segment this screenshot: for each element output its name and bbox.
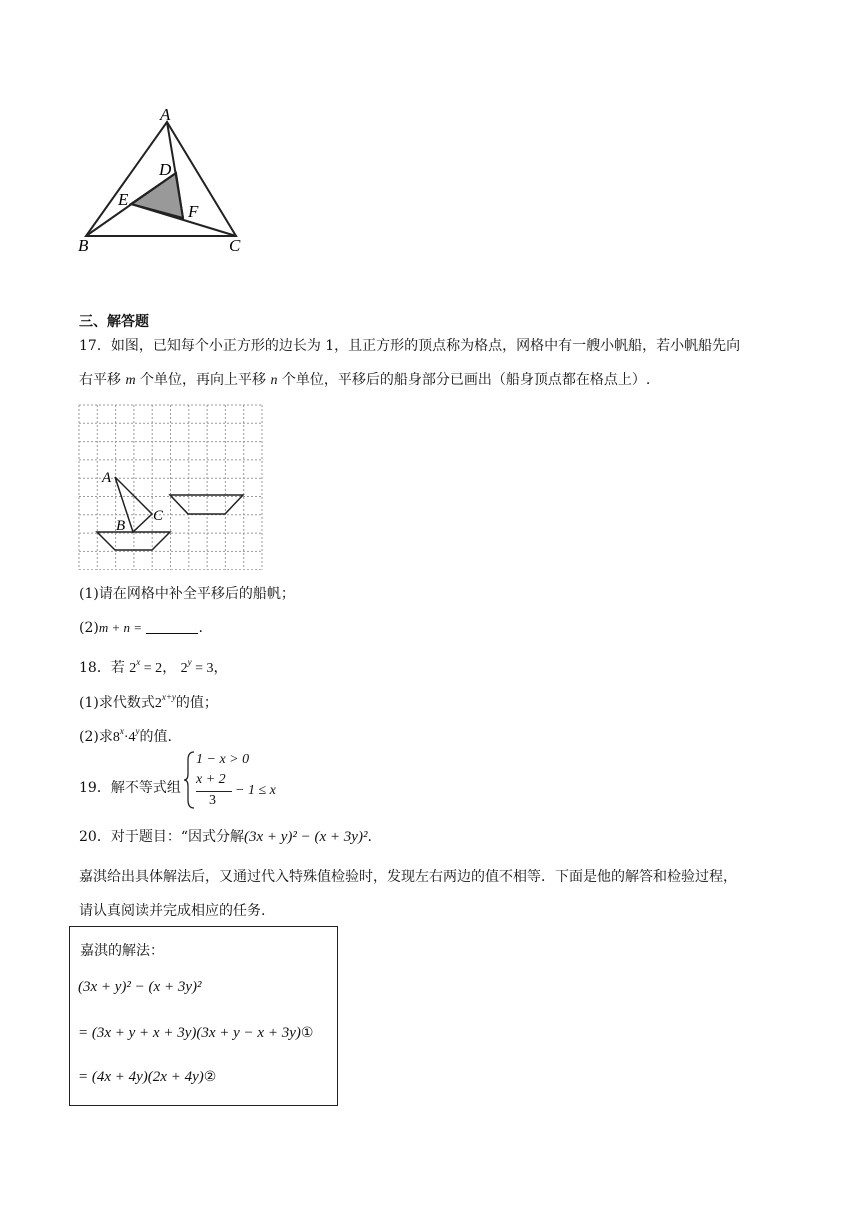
q20-line1-expr: (3x + y)² − (x + 3y)² bbox=[243, 829, 368, 845]
q17-part2 bbox=[79, 618, 203, 638]
solution-step1-expr: = (3x + y + x + 3y)(3x + y − x + 3y) bbox=[78, 1025, 301, 1041]
solution-step2 bbox=[78, 1069, 216, 1086]
q18-cond1-rhs: = 2 bbox=[140, 661, 163, 676]
solution-title: 嘉淇的解法： bbox=[80, 943, 164, 959]
q18-part1-b: 的值； bbox=[175, 695, 218, 711]
solution-step2-mark: ② bbox=[203, 1069, 217, 1085]
grid-lines bbox=[79, 405, 262, 570]
grid-figure bbox=[78, 404, 264, 570]
grid-label-c: C bbox=[153, 508, 164, 524]
q18-prefix: 18．若 bbox=[79, 660, 125, 676]
label-a: A bbox=[160, 105, 171, 124]
q18-part2-base1: 8 bbox=[112, 730, 120, 745]
solution-step0: (3x + y)² − (x + 3y)² bbox=[78, 979, 202, 995]
q18-end: ， bbox=[213, 660, 228, 676]
q20-line1 bbox=[79, 827, 372, 847]
solution-box bbox=[69, 926, 338, 1106]
q18-cond2-rhs: = 3 bbox=[191, 661, 214, 676]
q20-line3: 请认真阅读并完成相应的任务. bbox=[79, 903, 266, 919]
triangle-abc bbox=[86, 122, 236, 236]
label-c: C bbox=[229, 236, 241, 255]
q17-part2-expr: m + n = bbox=[98, 620, 143, 635]
q17-line2-c: 个单位，平移后的船身部分已画出（船身顶点都在格点上）. bbox=[277, 372, 651, 388]
q18-sep: ， bbox=[162, 660, 177, 676]
q18-part2-a: (2)求 bbox=[79, 729, 113, 745]
q18-cond2-base: 2 bbox=[180, 661, 188, 676]
q17-line2 bbox=[79, 370, 650, 391]
q17-part1: (1)请在网格中补全平移后的船帆； bbox=[79, 586, 295, 602]
q18-part1-exp: x+y bbox=[161, 692, 176, 702]
q17-part2-suffix: . bbox=[198, 620, 203, 636]
solution-step2-expr: = (4x + 4y)(2x + 4y) bbox=[78, 1069, 204, 1085]
boat-hull-translated bbox=[170, 495, 243, 514]
q18-cond2-exp: y bbox=[187, 657, 192, 667]
q20-line1-a: 20．对于题目：“因式分解 bbox=[79, 829, 244, 845]
q19-frac-den: 3 bbox=[209, 793, 216, 808]
q19-ineq2-rest: − 1 ≤ x bbox=[235, 783, 276, 798]
label-d: D bbox=[159, 160, 172, 179]
label-f: F bbox=[188, 202, 199, 221]
grid-label-a: A bbox=[102, 470, 112, 486]
solution-step1-mark: ① bbox=[300, 1025, 314, 1041]
q17-var-m: m bbox=[125, 373, 136, 388]
q19-frac-bar bbox=[196, 791, 232, 792]
q19-ineq1: 1 − x > 0 bbox=[196, 752, 250, 767]
q18-part1-a: (1)求代数式 bbox=[79, 695, 155, 711]
solution-step1 bbox=[78, 1025, 313, 1042]
q18-part2 bbox=[79, 721, 172, 748]
q18-part2-b: 的值. bbox=[139, 729, 172, 745]
label-b: B bbox=[78, 236, 89, 255]
q18-line bbox=[79, 652, 228, 679]
q18-part2-base2: 4 bbox=[128, 730, 136, 745]
q18-part1 bbox=[79, 687, 218, 714]
triangle-figure bbox=[70, 105, 270, 265]
q17-var-n: n bbox=[270, 373, 278, 388]
q17-line2-a: 右平移 bbox=[79, 372, 126, 388]
label-e: E bbox=[118, 190, 129, 209]
section-title: 三、解答题 bbox=[79, 314, 149, 330]
q18-cond1-exp: x bbox=[136, 657, 141, 667]
q19-system-brace bbox=[183, 750, 197, 810]
q19-frac-num: x + 2 bbox=[196, 772, 226, 787]
q19-prefix: 19．解不等式组 bbox=[79, 780, 181, 796]
q18-part2-exp2: y bbox=[135, 726, 140, 736]
q17-line1: 17．如图，已知每个小正方形的边长为 1，且正方形的顶点称为格点，网格中有一艘小帆船，若小帆船先向 bbox=[79, 338, 741, 354]
q18-part2-dot: · bbox=[123, 730, 129, 745]
q17-part2-prefix: (2) bbox=[79, 620, 99, 636]
q20-line2: 嘉淇给出具体解法后，又通过代入特殊值检验时，发现左右两边的值不相等．下面是他的解答和检验过程， bbox=[79, 869, 737, 885]
q18-part1-base: 2 bbox=[154, 696, 162, 711]
grid-label-b: B bbox=[116, 518, 126, 534]
q17-line2-b: 个单位，再向上平移 bbox=[135, 372, 271, 388]
q18-part2-exp1: x bbox=[119, 726, 124, 736]
q18-cond1-base: 2 bbox=[129, 661, 137, 676]
q20-line1-b: . bbox=[367, 829, 372, 845]
q17-answer-blank[interactable] bbox=[146, 619, 198, 634]
